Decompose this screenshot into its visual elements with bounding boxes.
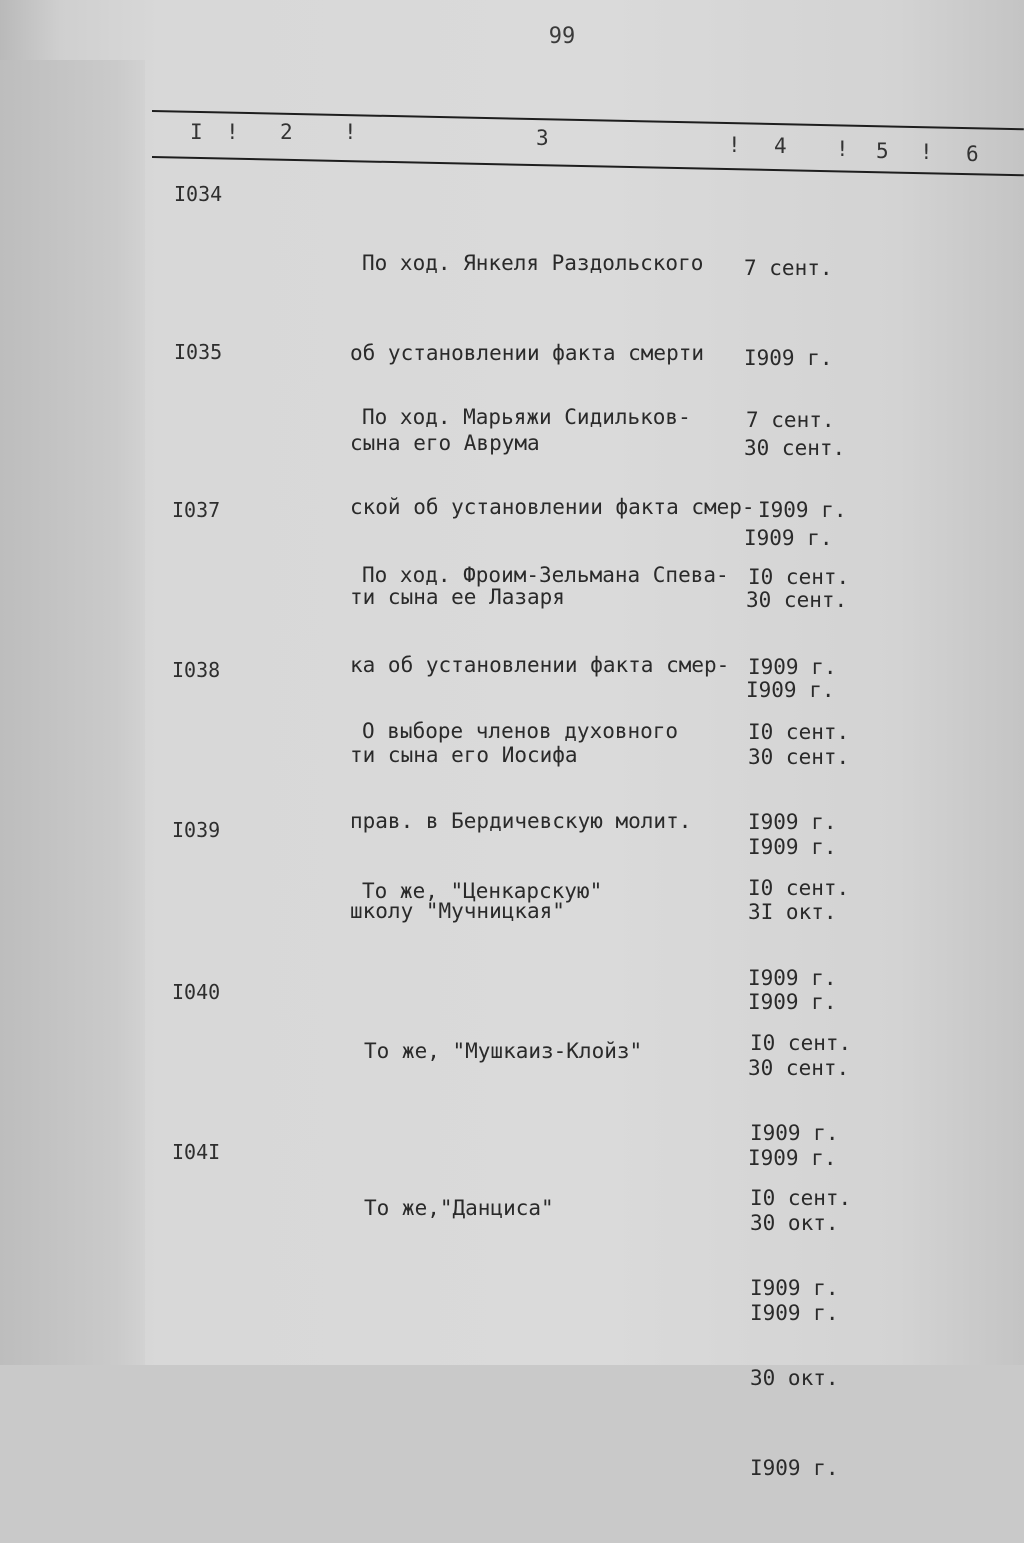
- date-line: I0 сент.: [750, 1031, 852, 1055]
- description-line: ти сына ее Лазаря: [350, 585, 565, 609]
- description-line: То же, "Мушкаиз-Клойз": [364, 1039, 643, 1063]
- entry-number: I04I: [172, 1140, 221, 1164]
- date-line: I909 г.: [746, 678, 835, 702]
- col-separator: !: [344, 120, 357, 144]
- date-line: I909 г.: [750, 1276, 839, 1300]
- date-line: I0 сент.: [750, 1186, 852, 1210]
- entry-description: [364, 976, 642, 1126]
- date-line: 30 сент.: [748, 1056, 850, 1080]
- date-line: I909 г.: [748, 835, 837, 859]
- description-line: То же,"Данциса": [364, 1196, 554, 1220]
- description-line: прав. в Бердичевскую молит.: [350, 809, 692, 833]
- description-line: ка об установлении факта смер-: [350, 653, 730, 677]
- entry-number: I040: [172, 980, 221, 1004]
- date-line: I0 сент.: [748, 876, 850, 900]
- col-separator: !: [728, 133, 741, 157]
- page-number: 99: [548, 24, 576, 49]
- description-line: сына его Аврума: [350, 431, 540, 455]
- date-line: 30 сент.: [746, 588, 848, 612]
- date-line: I909 г.: [744, 526, 833, 550]
- col-header-6: 6: [966, 142, 979, 166]
- entry-number: I039: [172, 818, 221, 842]
- col-separator: !: [226, 120, 239, 144]
- date-line: 7 сент.: [746, 408, 835, 432]
- entry-number: I038: [172, 658, 221, 682]
- date-line: I909 г.: [750, 1121, 839, 1145]
- description-line: По ход. Янкеля Раздольского: [362, 251, 704, 275]
- description-line: об установлении факта смерти: [350, 341, 705, 365]
- date-line: 3I окт.: [748, 900, 837, 924]
- entry-description: [364, 1133, 554, 1283]
- date-line: 30 сент.: [748, 745, 850, 769]
- date-line: I909 г.: [744, 346, 833, 370]
- date-line: I909 г.: [748, 966, 837, 990]
- date-line: I909 г.: [748, 655, 837, 679]
- entry-dates: [750, 1123, 851, 1543]
- col-header-5: 5: [876, 139, 889, 163]
- description-line: О выборе членов духовного: [362, 719, 679, 743]
- col-header-2: 2: [280, 120, 293, 144]
- binding-gutter: [0, 60, 145, 1365]
- description-line: ской об установлении факта смер-: [350, 495, 755, 519]
- date-line: 30 окт.: [750, 1366, 839, 1390]
- col-separator: !: [920, 140, 933, 164]
- col-header-1: I: [190, 120, 203, 144]
- date-line: I909 г.: [750, 1301, 839, 1325]
- date-line: 30 окт.: [750, 1211, 839, 1235]
- date-line: I909 г.: [758, 498, 847, 522]
- date-line: 7 сент.: [744, 256, 833, 280]
- description-line: По ход. Фроим-Зельмана Спева-: [362, 563, 729, 587]
- col-header-3: 3: [536, 126, 549, 150]
- date-line: I909 г.: [748, 990, 837, 1014]
- date-line: I909 г.: [748, 1146, 837, 1170]
- description-line: То же, "Ценкарскую": [362, 879, 603, 903]
- entry-number: I035: [174, 340, 223, 364]
- date-line: I909 г.: [748, 810, 837, 834]
- date-line: I0 сент.: [748, 565, 850, 589]
- date-line: I0 сент.: [748, 720, 850, 744]
- entry-number: I034: [174, 182, 223, 206]
- col-separator: !: [836, 137, 849, 161]
- description-line: школу "Мучницкая": [350, 899, 565, 923]
- description-line: ти сына его Иосифа: [350, 743, 578, 767]
- date-line: 30 сент.: [744, 436, 846, 460]
- entry-number: I037: [172, 498, 221, 522]
- col-header-4: 4: [774, 134, 787, 158]
- description-line: По ход. Марьяжи Сидильков-: [362, 405, 691, 429]
- date-line: I909 г.: [750, 1456, 839, 1480]
- entry-description: [362, 816, 602, 966]
